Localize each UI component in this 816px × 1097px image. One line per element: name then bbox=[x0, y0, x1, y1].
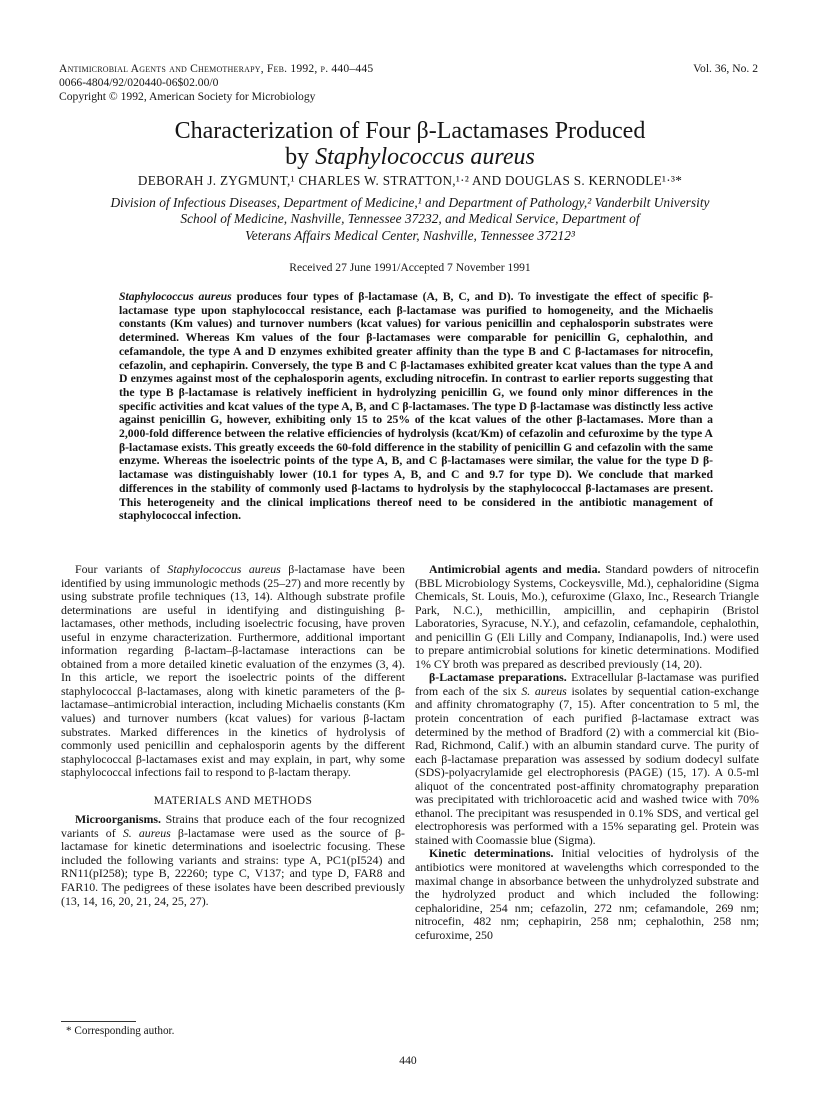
preparations-paragraph bbox=[415, 671, 759, 847]
microorganisms-text-b: β-lactamase were used as the source of β-lactamase for kinetic determinations and isoelectric focusing. These included the following variants and strains: type A, PC1(pI524) and RN11(pI258); type B, 22260; type C, V137; and type D, FAR8 and FAR10. The pedigrees of these isolates have been described previously (13, 14, 16, 20, 21, 24, 25, 27). bbox=[61, 825, 405, 908]
intro-species: Staphylococcus aureus bbox=[167, 562, 281, 576]
footnote-divider bbox=[61, 1021, 136, 1022]
corresponding-author-footnote: * Corresponding author. bbox=[66, 1025, 175, 1037]
agents-heading: Antimicrobial agents and media. bbox=[429, 562, 601, 576]
affiliation-line: Division of Infectious Diseases, Department of Medicine,¹ and Department of Pathology,² Vanderbilt University bbox=[110, 195, 710, 210]
preparations-species: S. aureus bbox=[521, 683, 567, 698]
left-column bbox=[61, 563, 405, 908]
section-heading: MATERIALS AND METHODS bbox=[153, 794, 313, 807]
intro-prefix: Four variants of bbox=[75, 562, 168, 576]
affiliation-line: School of Medicine, Nashville, Tennessee 37232, and Medical Service, Department of bbox=[180, 211, 640, 227]
agents-text: Standard powders of nitrocefin (BBL Microbiology Systems, Cockeysville, Md.), cephaloridine (Sigma Chemicals, St. Louis, Mo.), cefuroxime (Glaxo, Inc., Research Triangle Park, N.C.), methicillin, ampicillin, and cephapirin (Bristol Laboratories, Syracuse, N.Y.), and cefazolin, cefamandole, cephalothin, and penicillin G (Eli Lilly and Company, Indianapolis, Ind.) were used to prepare antimicrobial solutions for kinetic determinations. Modified 1% CY broth was prepared as described previously (14, 20). bbox=[415, 562, 759, 671]
intro-paragraph bbox=[61, 563, 405, 780]
title-line-1: Characterization of Four β-Lactamases Produced bbox=[174, 118, 646, 144]
journal-citation: Antimicrobial Agents and Chemotherapy, Feb. 1992, p. 440–445 bbox=[59, 62, 374, 75]
abstract-text: produces four types of β-lactamase (A, B, C, and D). To investigate the effect of specific β-lactamase type upon staphylococcal resistance, each β-lactamase was purified to homogeneity, and the Michaelis constants (Km values) and turnover numbers (kcat values) for various penicillin and cephalosporin substrates were determined. Whereas Km values of the four β-lactamases were comparable for penicillin G, cephalothin, and cefamandole, the type A and D enzymes exhibited greater affinity than the type B and C β-lactamases for nitrocefin, cefazolin, and cephapirin. Conversely, the type B and C β-lactamases exhibited greater kcat values than the type A and D enzymes against most of the cephalosporin agents, excluding nitrocefin. In contrast to earlier reports suggesting that the type B β-lactamase is relatively inefficient in hydrolyzing penicillin G, we found only minor differences in the specific activities and kcat values of the type A, B, and C β-lactamases. The type D β-lactamase was distinctly less active against penicillin G, however, exhibiting only 15 to 25% of the kcat values of the other β-lactamases. More than a 2,000-fold difference between the relative efficiencies of hydrolysis (kcat/Km) of cefazolin and cefuroxime by the type A β-lactamase exists. This greatly exceeds the 60-fold difference in the stability of penicillin G and cefazolin with the same enzyme. Whereas the isoelectric points of the type A, B, and C β-lactamases were similar, the value for the type D β-lactamase was distinguishably lower (10.1 for types A, B, and C and 9.7 for type D). We conclude that marked differences in the stability of commonly used β-lactams to hydrolysis by the staphylococcal β-lactamases are present. This heterogeneity and the clinical implications thereof need to be considered in the antibiotic management of staphylococcal infection. bbox=[119, 290, 713, 523]
author-list: DEBORAH J. ZYGMUNT,¹ CHARLES W. STRATTON,¹·² AND DOUGLAS S. KERNODLE¹·³* bbox=[137, 173, 683, 188]
abstract-species: Staphylococcus aureus bbox=[119, 290, 232, 303]
preparations-text-a: Extracellular β-lactamase was purified from each of the six bbox=[415, 670, 759, 698]
page-number: 440 bbox=[399, 1054, 417, 1067]
article-code: 0066-4804/92/020440-06$02.00/0 bbox=[59, 76, 219, 89]
intro-text: β-lactamase have been identified by using immunologic methods (25–27) and more recently by using substrate profile techniques (13, 14). Although substrate profile determinations are useful in identifying and distinguishing β-lactamases, other methods, including isoelectric focusing, have proven useful in enzyme characterization. Furthermore, additional important information regarding β-lactam–β-lactamase interactions can be obtained from a more detailed kinetic evaluation of the enzymes (3, 4). In this article, we report the isoelectric points of the different staphylococcal β-lactamases, along with kinetic parameters of the β-lactamase–antimicrobial interaction, including Michaelis constants (Km values) and turnover numbers (kcat values) for various β-lactam substrates. Marked differences in the kinetics of hydrolysis of commonly used penicillin and cephalosporin agents by the different staphylococcal β-lactamases exist and may explain, in part, why some staphylococcal infections fail to respond to β-lactam therapy. bbox=[61, 562, 405, 780]
preparations-heading: β-Lactamase preparations. bbox=[429, 670, 567, 685]
microorganisms-paragraph bbox=[61, 813, 405, 908]
microorganisms-heading: Microorganisms. bbox=[75, 812, 161, 827]
title-line-2 bbox=[60, 144, 760, 170]
affiliation-line: Veterans Affairs Medical Center, Nashville, Tennessee 37212³ bbox=[245, 227, 575, 243]
received-dates: Received 27 June 1991/Accepted 7 November 1991 bbox=[289, 261, 531, 274]
running-header bbox=[59, 62, 373, 104]
microorganisms-text-a: Strains that produce each of the four recognized variants of bbox=[61, 812, 405, 840]
kinetic-text: Initial velocities of hydrolysis of the antibiotics were monitored at wavelengths which corresponded to the maximal change in absorbance between the unhydrolyzed substrate and the hydrolyzed product and which included the following: cephaloridine, 254 nm; cefazolin, 272 nm; cefamandole, 269 nm; nitrocefin, 482 nm; cephapirin, 258 nm; cephalothin, 258 nm; cefuroxime, 250 bbox=[415, 846, 759, 942]
article-title bbox=[60, 118, 760, 170]
title-line-2-prefix: by bbox=[285, 144, 316, 170]
title-species: Staphylococcus aureus bbox=[315, 144, 535, 170]
kinetic-paragraph bbox=[415, 847, 759, 942]
microorganisms-species: S. aureus bbox=[122, 825, 171, 840]
right-column bbox=[415, 563, 759, 942]
copyright-line: Copyright © 1992, American Society for Microbiology bbox=[59, 90, 316, 103]
agents-paragraph bbox=[415, 563, 759, 671]
affiliations bbox=[90, 195, 730, 244]
volume-issue: Vol. 36, No. 2 bbox=[693, 62, 758, 75]
preparations-text-b: isolates by sequential cation-exchange and affinity chromatography (7, 15). After concentration to 5 ml, the protein concentration of each purified β-lactamase extract was determined by the method of Bradford (2) with a commercial kit (Bio-Rad, Richmond, Calif.) with an albumin standard curve. The purity of each β-lactamase preparation was assessed by sodium dodecyl sulfate (SDS)-polyacrylamide gel electrophoresis (PAGE) (15, 17). A 0.5-ml aliquot of the concentrated post-affinity chromatography preparation was precipitated with trichloroacetic acid and washed twice with 70% ethanol. The precipitant was resuspended in 0.1% SDS, and vertical gel electrophoresis was performed with a 15% separating gel. Protein was stained with Coomassie blue (Sigma). bbox=[415, 683, 759, 847]
kinetic-heading: Kinetic determinations. bbox=[429, 846, 554, 861]
abstract bbox=[119, 290, 713, 523]
abstract-paragraph bbox=[119, 290, 713, 523]
